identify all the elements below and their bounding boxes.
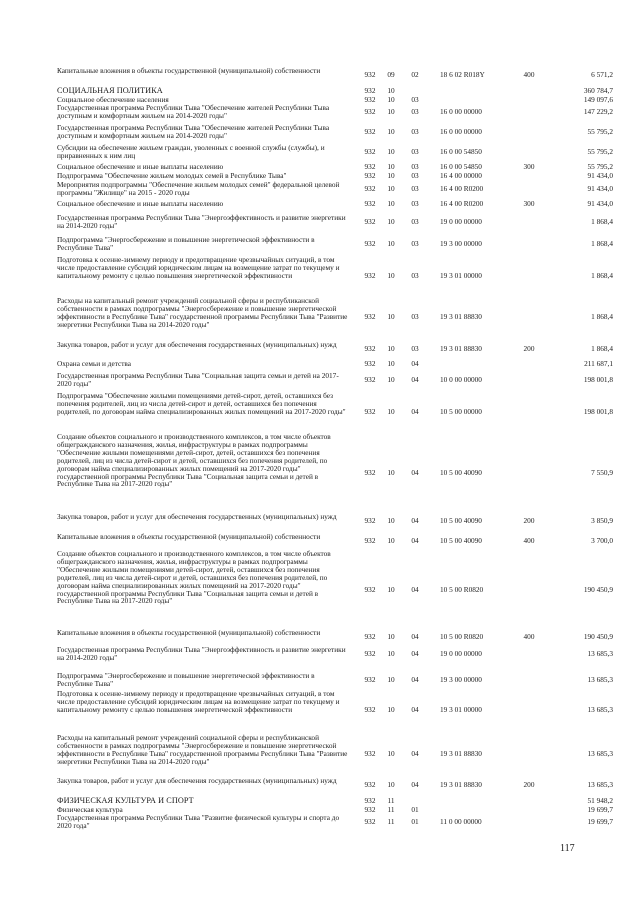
row-section-code: 11 (387, 805, 395, 814)
row-amount: 149 097,6 (583, 95, 613, 104)
row-amount: 360 784,7 (583, 86, 613, 95)
row-subsection-code: 03 (411, 171, 419, 180)
row-admin-code: 932 (364, 183, 376, 193)
row-admin-code: 932 (364, 631, 376, 641)
row-target-article: 19 3 01 88830 (440, 779, 482, 789)
row-subsection-code: 03 (411, 343, 419, 353)
row-target-article: 16 4 00 00000 (440, 171, 482, 180)
row-section-code: 10 (387, 86, 395, 95)
row-description: Закупка товаров, работ и услуг для обеспечения государственных (муниципальных) нужд (57, 512, 337, 521)
row-amount: 190 450,9 (583, 584, 613, 594)
row-subsection-code: 04 (411, 704, 419, 714)
row-section-code: 10 (387, 270, 395, 280)
row-subsection-code: 04 (411, 374, 419, 384)
row-section-code: 10 (387, 311, 395, 321)
row-description: Социальное обеспечение населения (57, 95, 169, 104)
row-amount: 1 868,4 (591, 343, 613, 353)
row-description: Капитальные вложения в объекты государственной (муниципальной) собственности (57, 628, 321, 637)
row-section-code: 10 (387, 584, 395, 594)
row-description: Государственная программа Республики Тыва "Развитие физической культуры и спорта до 2020 года" (57, 813, 340, 830)
row-description: Физическая культура (57, 805, 123, 814)
row-description: Социальное обеспечение и иные выплаты населению (57, 162, 224, 171)
row-section-code: 10 (387, 674, 395, 684)
row-section-code: 10 (387, 748, 395, 758)
row-admin-code: 932 (364, 467, 376, 477)
row-target-article: 16 0 00 00000 (440, 106, 482, 116)
row-description: Капитальные вложения в объекты государственной (муниципальной) собственности (57, 532, 321, 541)
row-target-article: 10 5 00 40090 (440, 467, 482, 477)
row-amount: 1 868,4 (591, 216, 613, 226)
row-amount: 13 685,3 (587, 779, 613, 789)
row-target-article: 19 3 00 00000 (440, 674, 482, 684)
row-expense-type: 200 (523, 779, 535, 789)
row-admin-code: 932 (364, 106, 376, 116)
row-description: Расходы на капитальный ремонт учреждений социальной сферы и республиканской собственности в рамках подпрограммы "Энергосбережение и повышение энергетической эффективности в Республике Тыва" государственной программы Республики Тыва "Развитие энергетики Республики Тыва на 2014-2020 годы" (57, 733, 348, 766)
row-section-code: 10 (387, 779, 395, 789)
row-section-code: 10 (387, 183, 395, 193)
row-admin-code: 932 (364, 805, 376, 814)
row-admin-code: 932 (364, 674, 376, 684)
row-admin-code: 932 (364, 69, 376, 79)
row-section-code: 10 (387, 374, 395, 384)
row-amount: 6 571,2 (591, 69, 613, 79)
row-description: Государственная программа Республики Тыва "Обеспечение жителей Республики Тыва доступным и комфортным жильем на 2014-2020 годы" (57, 103, 330, 120)
row-amount: 3 700,0 (591, 535, 613, 545)
row-admin-code: 932 (364, 171, 376, 180)
row-admin-code: 932 (364, 86, 376, 95)
row-description: Социальное обеспечение и иные выплаты населению (57, 199, 224, 208)
row-target-article: 19 3 01 00000 (440, 270, 482, 280)
row-admin-code: 932 (364, 779, 376, 789)
row-section-code: 10 (387, 515, 395, 525)
row-target-article: 11 0 00 00000 (440, 816, 482, 826)
row-subsection-code: 04 (411, 515, 419, 525)
row-section-code: 10 (387, 146, 395, 156)
row-target-article: 19 3 01 88830 (440, 311, 482, 321)
row-amount: 1 868,4 (591, 311, 613, 321)
row-subsection-code: 04 (411, 748, 419, 758)
row-admin-code: 932 (364, 515, 376, 525)
row-target-article: 10 5 00 40090 (440, 535, 482, 545)
row-target-article: 19 3 01 88830 (440, 343, 482, 353)
row-target-article: 16 0 00 54850 (440, 146, 482, 156)
row-subsection-code: 03 (411, 238, 419, 248)
row-description: СОЦИАЛЬНАЯ ПОЛИТИКА (57, 86, 163, 95)
row-section-code: 10 (387, 171, 395, 180)
row-amount: 55 795,2 (587, 162, 613, 171)
row-description: Создание объектов социального и производственного комплексов, в том числе объектов общегражданского назначения, жилья, инфраструктуры в рамках подпрограммы "Обеспечение жилыми помещениями детей-сирот, детей, оставшихся без попечения родителей, лиц из числа детей-сирот и детей, оставшихся без попечения родителей, по договорам найма специализированных жилых помещений на 2017-2020 годы" государственной программы Республики Тыва "Социальная защита семьи и детей в Республике Тыва на 2017-2020 годы" (57, 549, 331, 606)
row-amount: 1 868,4 (591, 270, 613, 280)
row-amount: 198 001,8 (583, 374, 613, 384)
row-amount: 91 434,0 (587, 183, 613, 193)
row-section-code: 09 (387, 69, 395, 79)
row-amount: 147 229,2 (583, 106, 613, 116)
row-amount: 198 001,8 (583, 406, 613, 416)
row-section-code: 11 (387, 816, 395, 826)
row-subsection-code: 03 (411, 95, 419, 104)
row-description: Подпрограмма "Обеспечение жилыми помещениями детей-сирот, детей, оставшихся без попечения родителей, лиц из числа детей-сирот и детей, оставшихся без попечения родителей, по договорам найма специализированных жилых помещений на 2017-2020 годы" (57, 391, 346, 416)
row-admin-code: 932 (364, 648, 376, 658)
row-subsection-code: 03 (411, 199, 419, 208)
row-admin-code: 932 (364, 311, 376, 321)
row-description: ФИЗИЧЕСКАЯ КУЛЬТУРА И СПОРТ (57, 796, 194, 805)
row-admin-code: 932 (364, 406, 376, 416)
row-amount: 19 699,7 (587, 805, 613, 814)
row-target-article: 10 5 00 00000 (440, 406, 482, 416)
row-admin-code: 932 (364, 238, 376, 248)
row-section-code: 10 (387, 162, 395, 171)
row-admin-code: 932 (364, 796, 376, 805)
row-expense-type: 400 (523, 631, 535, 641)
row-description: Подготовка к осенне-зимнему периоду и предотвращение чрезвычайных ситуаций, в том числе предоставление субсидий юридическим лицам на возмещение затрат по текущему и капитальному ремонту с целью повышения энергетической эффективности (57, 255, 340, 280)
row-expense-type: 200 (523, 343, 535, 353)
row-subsection-code: 03 (411, 183, 419, 193)
row-target-article: 16 0 00 54850 (440, 162, 482, 171)
row-subsection-code: 03 (411, 311, 419, 321)
row-amount: 3 850,9 (591, 515, 613, 525)
row-amount: 19 699,7 (587, 816, 613, 826)
row-description: Охрана семьи и детства (57, 359, 131, 368)
row-amount: 13 685,3 (587, 748, 613, 758)
row-admin-code: 932 (364, 126, 376, 136)
row-target-article: 19 3 01 00000 (440, 704, 482, 714)
row-target-article: 18 6 02 R018Y (440, 69, 485, 79)
row-description: Государственная программа Республики Тыва "Обеспечение жителей Республики Тыва доступным и комфортным жильем на 2014-2020 годы" (57, 123, 330, 140)
row-description: Закупка товаров, работ и услуг для обеспечения государственных (муниципальных) нужд (57, 776, 337, 785)
row-section-code: 10 (387, 199, 395, 208)
row-amount: 190 450,9 (583, 631, 613, 641)
row-subsection-code: 04 (411, 674, 419, 684)
row-section-code: 10 (387, 126, 395, 136)
row-section-code: 10 (387, 406, 395, 416)
row-admin-code: 932 (364, 146, 376, 156)
row-section-code: 11 (387, 796, 395, 805)
row-description: Подпрограмма "Энергосбережение и повышение энергетической эффективности в Республике Тыва" (57, 235, 315, 252)
row-section-code: 10 (387, 359, 395, 368)
row-target-article: 19 3 01 88830 (440, 748, 482, 758)
row-section-code: 10 (387, 238, 395, 248)
row-target-article: 10 5 00 R0820 (440, 584, 484, 594)
row-expense-type: 300 (523, 162, 535, 171)
row-subsection-code: 03 (411, 106, 419, 116)
row-section-code: 10 (387, 631, 395, 641)
row-subsection-code: 03 (411, 216, 419, 226)
row-section-code: 10 (387, 704, 395, 714)
row-target-article: 16 4 00 R0200 (440, 199, 484, 208)
row-admin-code: 932 (364, 704, 376, 714)
row-subsection-code: 03 (411, 270, 419, 280)
row-admin-code: 932 (364, 270, 376, 280)
row-amount: 91 434,0 (587, 199, 613, 208)
row-subsection-code: 04 (411, 584, 419, 594)
row-target-article: 16 0 00 00000 (440, 126, 482, 136)
row-description: Капитальные вложения в объекты государственной (муниципальной) собственности (57, 66, 321, 75)
row-target-article: 10 5 00 40090 (440, 515, 482, 525)
row-amount: 55 795,2 (587, 126, 613, 136)
row-description: Государственная программа Республики Тыва "Энергоэффективность и развитие энергетики на 2014-2020 годы" (57, 645, 346, 662)
row-section-code: 10 (387, 216, 395, 226)
row-section-code: 10 (387, 648, 395, 658)
row-expense-type: 400 (523, 535, 535, 545)
row-section-code: 10 (387, 343, 395, 353)
row-expense-type: 300 (523, 199, 535, 208)
row-target-article: 10 0 00 00000 (440, 374, 482, 384)
row-subsection-code: 04 (411, 467, 419, 477)
row-description: Подпрограмма "Энергосбережение и повышение энергетической эффективности в Республике Тыва" (57, 671, 315, 688)
row-admin-code: 932 (364, 748, 376, 758)
row-subsection-code: 03 (411, 146, 419, 156)
row-subsection-code: 04 (411, 779, 419, 789)
row-target-article: 19 0 00 00000 (440, 648, 482, 658)
row-section-code: 10 (387, 535, 395, 545)
row-description: Субсидии на обеспечение жильем граждан, уволенных с военной службы (службы), и приравненных к ним лиц (57, 143, 325, 160)
row-description: Государственная программа Республики Тыва "Энергоэффективность и развитие энергетики на 2014-2020 годы" (57, 213, 346, 230)
row-admin-code: 932 (364, 535, 376, 545)
row-admin-code: 932 (364, 359, 376, 368)
row-admin-code: 932 (364, 95, 376, 104)
row-section-code: 10 (387, 95, 395, 104)
row-target-article: 10 5 00 R0820 (440, 631, 484, 641)
row-amount: 51 948,2 (587, 796, 613, 805)
row-amount: 1 868,4 (591, 238, 613, 248)
row-section-code: 10 (387, 106, 395, 116)
row-admin-code: 932 (364, 374, 376, 384)
row-section-code: 10 (387, 467, 395, 477)
row-admin-code: 932 (364, 162, 376, 171)
row-description: Мероприятия подпрограммы "Обеспечение жильем молодых семей" федеральной целевой программы "Жилище" на 2015 - 2020 годы (57, 180, 340, 197)
row-amount: 13 685,3 (587, 674, 613, 684)
row-subsection-code: 04 (411, 359, 419, 368)
row-admin-code: 932 (364, 216, 376, 226)
row-amount: 91 434,0 (587, 171, 613, 180)
row-expense-type: 400 (523, 69, 535, 79)
row-description: Создание объектов социального и производственного комплексов, в том числе объектов общегражданского назначения, жилья, инфраструктуры в рамках подпрограммы "Обеспечение жилыми помещениями детей-сирот, детей, оставшихся без попечения родителей, лиц из числа детей-сирот и детей, оставшихся без попечения родителей, по договорам найма специализированных жилых помещений на 2017-2020 годы" государственной программы Республики Тыва "Социальная защита семьи и детей в Республике Тыва на 2017-2020 годы" (57, 432, 331, 489)
row-subsection-code: 04 (411, 535, 419, 545)
row-subsection-code: 04 (411, 648, 419, 658)
row-amount: 13 685,3 (587, 704, 613, 714)
row-subsection-code: 03 (411, 162, 419, 171)
row-description: Государственная программа Республики Тыва "Социальная защита семьи и детей на 2017-2020 годы" (57, 371, 339, 388)
row-subsection-code: 01 (411, 805, 419, 814)
row-amount: 13 685,3 (587, 648, 613, 658)
row-admin-code: 932 (364, 816, 376, 826)
row-subsection-code: 04 (411, 631, 419, 641)
row-description: Закупка товаров, работ и услуг для обеспечения государственных (муниципальных) нужд (57, 340, 337, 349)
row-amount: 211 687,1 (584, 359, 613, 368)
row-description: Подготовка к осенне-зимнему периоду и предотвращение чрезвычайных ситуаций, в том числе предоставление субсидий юридическим лицам на возмещение затрат по текущему и капитальному ремонту с целью повышения энергетической эффективности (57, 689, 340, 714)
row-subsection-code: 02 (411, 69, 419, 79)
row-subsection-code: 04 (411, 406, 419, 416)
row-subsection-code: 03 (411, 126, 419, 136)
row-admin-code: 932 (364, 584, 376, 594)
row-amount: 7 550,9 (591, 467, 613, 477)
row-description: Расходы на капитальный ремонт учреждений социальной сферы и республиканской собственности в рамках подпрограммы "Энергосбережение и повышение энергетической эффективности в Республике Тыва" государственной программы Республики Тыва "Развитие энергетики Республики Тыва на 2014-2020 годы" (57, 296, 348, 329)
page-number: 117 (560, 843, 575, 854)
row-admin-code: 932 (364, 199, 376, 208)
row-target-article: 16 4 00 R0200 (440, 183, 484, 193)
row-amount: 55 795,2 (587, 146, 613, 156)
row-admin-code: 932 (364, 343, 376, 353)
row-target-article: 19 0 00 00000 (440, 216, 482, 226)
row-subsection-code: 01 (411, 816, 419, 826)
row-description: Подпрограмма "Обеспечение жильем молодых семей в Республике Тыва" (57, 171, 287, 180)
row-target-article: 19 3 00 00000 (440, 238, 482, 248)
row-expense-type: 200 (523, 515, 535, 525)
